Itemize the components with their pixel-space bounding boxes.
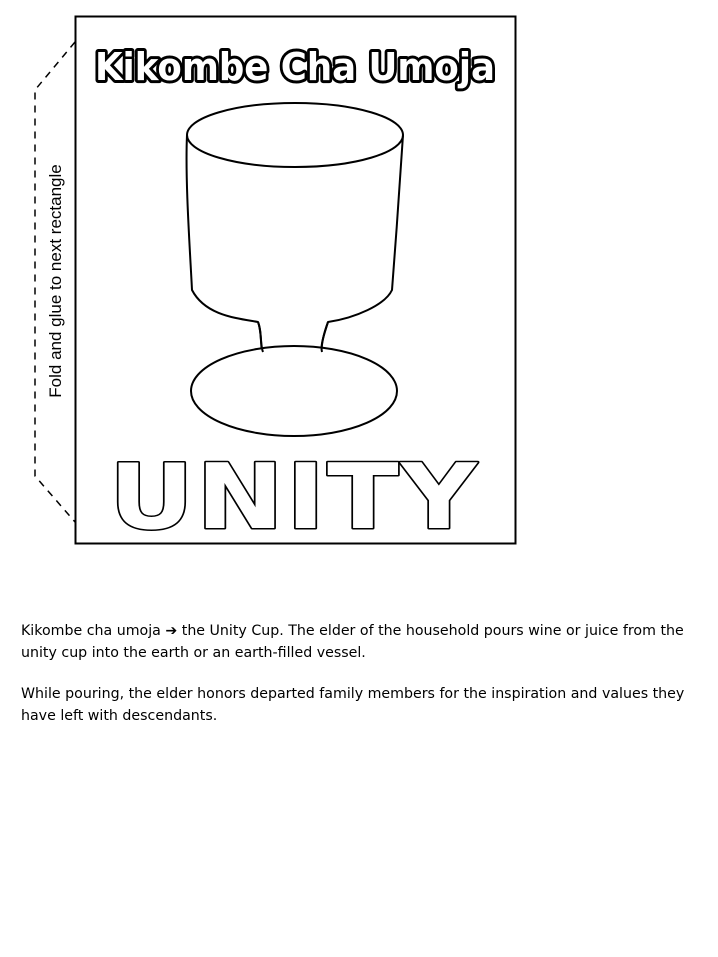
cup-stem-cover xyxy=(264,352,321,362)
term-definition: the Unity Cup. The elder of the household pours wine or juice from the unity cup into the earth or an earth-filled vessel. xyxy=(21,623,684,661)
arrow-right-icon: ➔ xyxy=(165,623,178,639)
unity-word: UNITY xyxy=(109,445,479,550)
term-name: Kikombe cha umoja xyxy=(21,623,161,639)
unity-cup-icon xyxy=(187,103,403,436)
fold-instruction: Fold and glue to next rectangle xyxy=(46,164,65,398)
cup-rim xyxy=(187,103,403,167)
description-text xyxy=(21,620,711,746)
card-title: Kikombe Cha Umoja xyxy=(95,45,495,89)
description-paragraph-2: While pouring, the elder honors departed family members for the inspiration and values they have left with descendants. xyxy=(21,686,685,724)
description-paragraph-1 xyxy=(21,620,711,664)
